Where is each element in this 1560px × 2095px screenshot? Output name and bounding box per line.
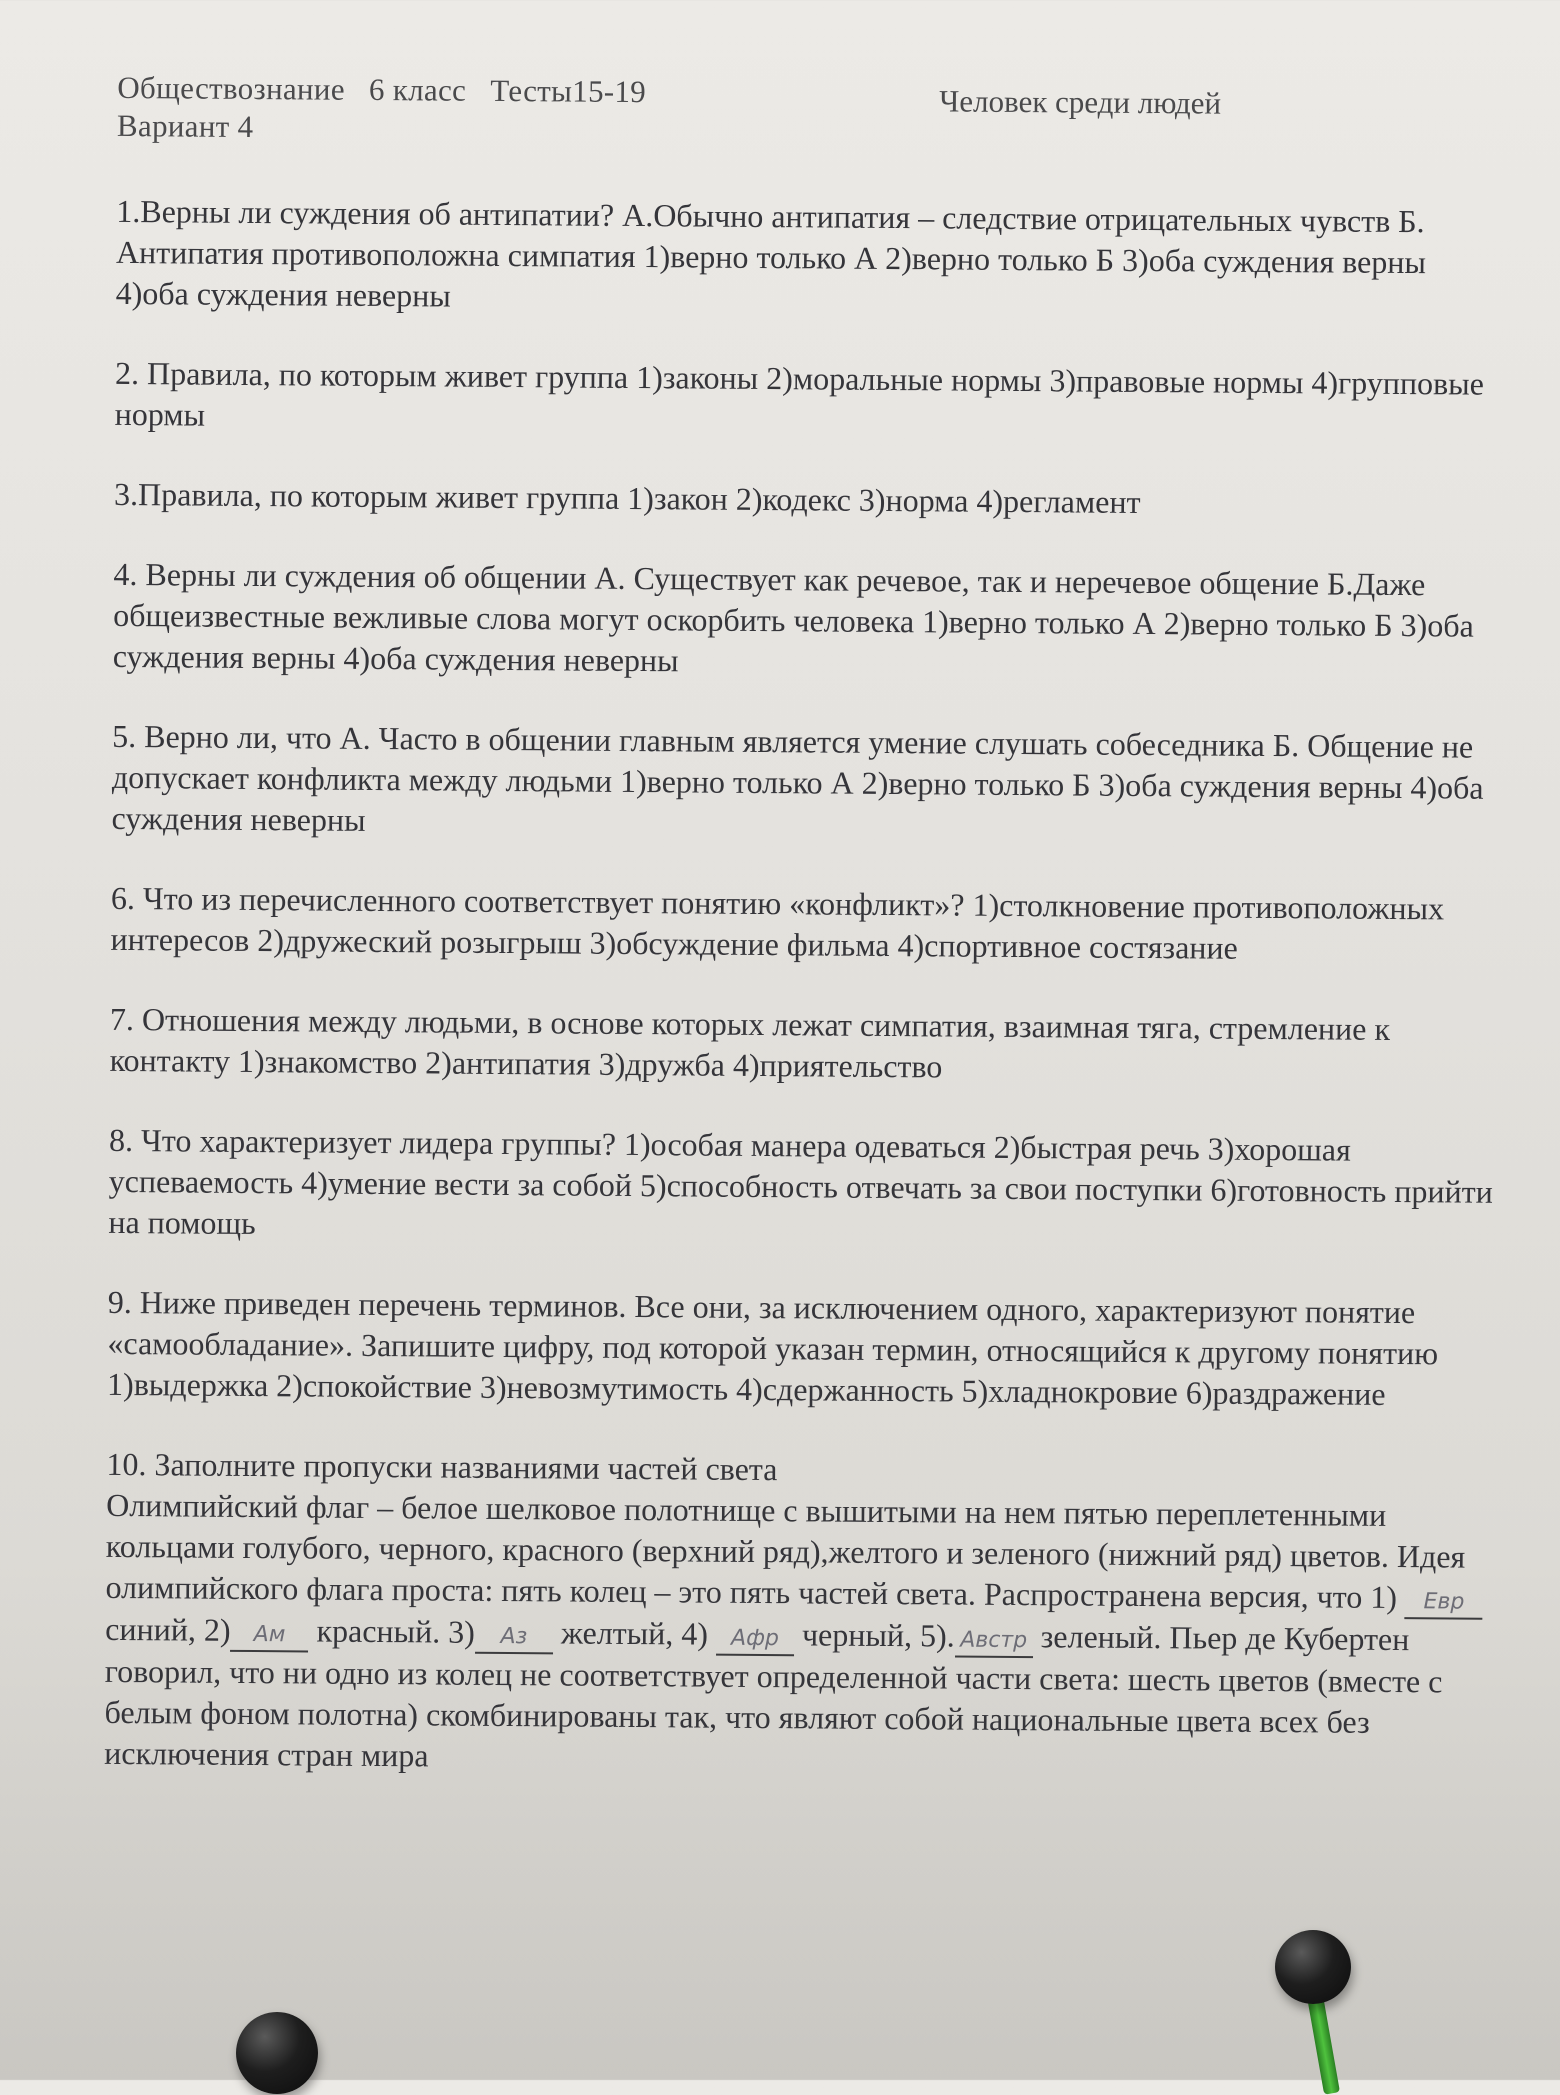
question-10-text xyxy=(104,1485,1496,1785)
q10-after-3: желтый, 4) xyxy=(552,1614,717,1652)
question-1: 1.Верны ли суждения об антипатии? А.Обычно антипатия – следствие отрицательных чувств Б. Антипатия противоположна симпатия 1)верно только А 2)верно только Б 3)оба суждения верны 4)оба суждения неверны xyxy=(115,192,1427,314)
q10-after-2: красный. 3) xyxy=(308,1612,476,1650)
question-10-title: 10. Заполните пропуски названиями частей света xyxy=(106,1445,778,1488)
q10-after-4: черный, 5). xyxy=(793,1616,955,1654)
variant: Вариант 4 xyxy=(116,107,254,144)
subject: Обществознание xyxy=(117,69,345,107)
question-6: 6. Что из перечисленного соответствует понятию «конфликт»? 1)столкновение противоположных интересов 2)дружеский розыгрыш 3)обсуждение фильма 4)спортивное состязание xyxy=(110,879,1445,966)
question-5: 5. Верно ли, что А. Часто в общении главным является умение слушать собеседника Б. Общение не допускает конфликта между людьми 1)верно только А 2)верно только Б 3)оба суждения верны 4)оба суждения неверны xyxy=(111,717,1484,838)
blank-5[interactable]: Австр xyxy=(955,1626,1033,1659)
blank-4[interactable]: Афр xyxy=(716,1624,794,1657)
question-8: 8. Что характеризует лидера группы? 1)особая манера одеваться 2)быстрая речь 3)хорошая успеваемость 4)умение вести за собой 5)способность отвечать за свои поступки 6)готовность прийти на помощь xyxy=(108,1121,1493,1242)
q10-after-1: синий, 2) xyxy=(105,1610,231,1648)
questions-list xyxy=(104,191,1506,1785)
tests: Тесты15-19 xyxy=(490,72,647,110)
header-row-1 xyxy=(117,69,646,111)
blank-1[interactable]: Евр xyxy=(1405,1587,1483,1620)
question-4: 4. Верны ли суждения об общении А. Существует как речевое, так и неречевое общение Б.Даже общеизвестные вежливые слова могут оскорбить человека 1)верно только А 2)верно только Б 3)оба суждения верны 4)оба суждения неверны xyxy=(112,555,1474,679)
q10-text-after: зеленый. Пьер де Кубертен говорил, что ни одно из колец не соответствует определенной части света: шесть цветов (вместе с белым фоном полотна) скомбинированы так, что являют собой национальные цвета всех без исключения стран мира xyxy=(104,1618,1443,1774)
question-7: 7. Отношения между людьми, в основе которых лежат симпатия, взаимная тяга, стремление к контакту 1)знакомство 2)антипатия 3)дружба 4)приятельство xyxy=(109,1000,1391,1085)
question-9: 9. Ниже приведен перечень терминов. Все они, за исключением одного, характеризуют понятие «самообладание». Запишите цифру, под которой указан термин, относящийся к другому понятию 1)выдержка 2)спокойствие 3)невозмутимость 4)сдержанность 5)хладнокровие 6)раздражение xyxy=(106,1283,1439,1412)
question-10 xyxy=(104,1444,1497,1785)
blank-2[interactable]: Ам xyxy=(230,1620,308,1653)
q10-text-before: Олимпийский флаг – белое шелковое полотнище с вышитыми на нем пятью переплетенными кольцами голубого, черного, красного (верхний ряд),желтого и зеленого (нижний ряд) цветов. Идея олимпийского флага проста: пять колец – это пять частей света. Распространена версия, что 1) xyxy=(105,1486,1466,1616)
question-3: 3.Правила, по которым живет группа 1)закон 2)кодекс 3)норма 4)регламент xyxy=(113,475,1141,520)
header-info xyxy=(117,69,646,149)
grade: 6 класс xyxy=(368,71,467,108)
blank-3[interactable]: Аз xyxy=(475,1622,553,1655)
magnet-left xyxy=(236,2012,318,2094)
magnet-right xyxy=(1275,1930,1351,2004)
topic: Человек среди людей xyxy=(939,83,1222,121)
question-2: 2. Правила, по которым живет группа 1)законы 2)моральные нормы 3)правовые нормы 4)групповые нормы xyxy=(114,354,1485,433)
